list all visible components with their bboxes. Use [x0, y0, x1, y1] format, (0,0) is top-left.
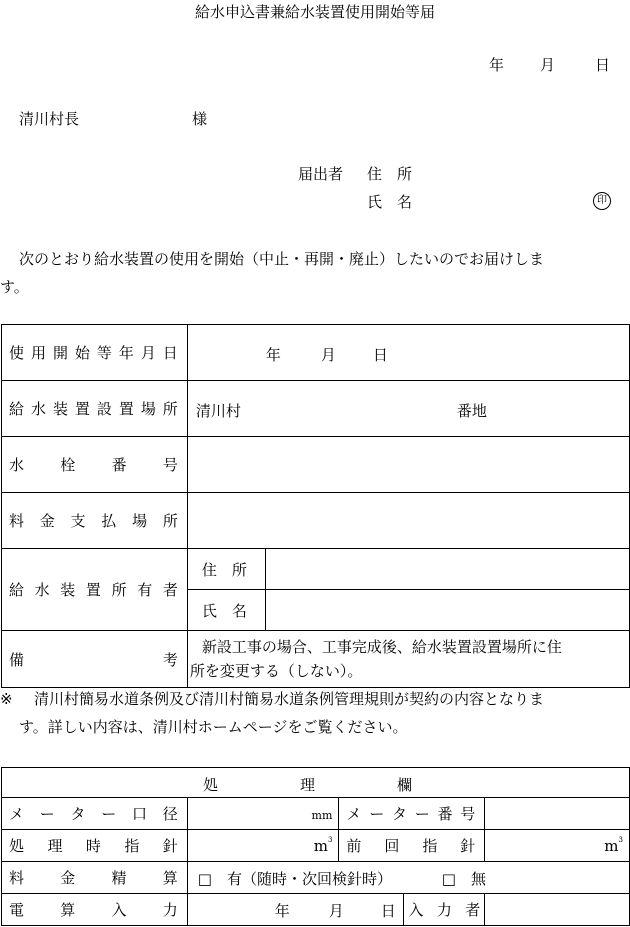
reading-label: 処 理 時 指 針 — [9, 837, 178, 855]
location-village: 清川村 — [195, 402, 241, 420]
prev-reading-label-cell — [339, 830, 485, 862]
start-date-year: 年 — [265, 346, 281, 364]
computer-input-date-cell[interactable] — [187, 894, 404, 926]
date-day: 日 — [595, 56, 611, 74]
processing-header-3: 欄 — [397, 776, 413, 794]
start-date-day: 日 — [372, 346, 388, 364]
note-line-1: 清川村簡易水道条例及び清川村簡易水道条例管理規則が契約の内容となりま — [34, 690, 545, 708]
addressee-honorific: 様 — [192, 110, 208, 128]
entered-by-label: 入 力 者 — [408, 901, 481, 919]
intro-line-2: す。 — [0, 278, 29, 296]
seal-mark — [593, 192, 611, 210]
hydrant-label: 水 栓 番 号 — [9, 456, 178, 474]
intro-paragraph — [0, 245, 630, 301]
owner-address-label: 住 所 — [201, 560, 247, 579]
owner-address-label-cell — [187, 549, 265, 590]
reading-label-cell — [2, 830, 188, 862]
processing-header-1: 処 — [203, 776, 219, 794]
computer-input-month: 月 — [328, 902, 344, 920]
addressee-name: 清川村長 — [19, 110, 80, 128]
hydrant-value-cell[interactable] — [187, 437, 629, 493]
computer-input-label: 電 算 入 力 — [9, 901, 178, 919]
meter-number-label-cell — [339, 798, 485, 830]
owner-name-label: 氏 名 — [201, 601, 247, 620]
remarks-line-1: 新設工事の場合、工事完成後、給水装置設置場所に住 — [201, 638, 562, 656]
computer-input-day: 日 — [380, 902, 396, 920]
hydrant-label-cell — [2, 437, 188, 493]
contract-note — [0, 685, 630, 741]
entered-by-label-cell — [404, 894, 485, 926]
owner-name-label-cell — [187, 590, 265, 631]
note-mark: ※ — [0, 690, 13, 708]
meter-number-value-cell[interactable] — [485, 798, 630, 830]
remarks-label-cell — [2, 631, 188, 688]
notifier-name-label: 氏 名 — [367, 193, 413, 211]
meter-caliber-value-cell[interactable] — [187, 798, 339, 830]
location-label: 給 水 装 置 設 置 場 所 — [9, 400, 178, 418]
remarks-label-left: 備 — [9, 650, 25, 669]
remarks-label-right: 考 — [162, 650, 178, 669]
prev-reading-unit: m — [604, 836, 619, 855]
processing-table — [1, 767, 630, 926]
intro-line-1: 次のとおり給水装置の使用を開始（中止・再開・廃止）したいのでお届けしま — [19, 250, 545, 268]
date-month: 月 — [540, 56, 556, 74]
remarks-value-cell — [187, 631, 629, 688]
owner-label: 給 水 装 置 所 有 者 — [9, 581, 178, 599]
payment-value-cell[interactable] — [187, 493, 629, 549]
remarks-line-2: 所を変更する（しない）。 — [189, 662, 363, 680]
note-line-2: す。詳しい内容は、清川村ホームページをご覧ください。 — [19, 718, 408, 736]
settlement-value-cell[interactable] — [187, 862, 629, 894]
reading-unit-sup: 3 — [327, 835, 333, 844]
reading-unit: m — [313, 836, 328, 855]
title-text: 給水申込書兼給水装置使用開始等届 — [194, 3, 435, 21]
settlement-yes-option[interactable]: □ 有（随時・次回検針時） — [197, 870, 392, 888]
meter-caliber-label-cell — [2, 798, 188, 830]
reading-value-cell[interactable] — [187, 830, 339, 862]
processing-header-cell — [2, 768, 630, 798]
payment-label: 料 金 支 払 場 所 — [9, 512, 178, 530]
payment-label-cell — [2, 493, 188, 549]
settlement-no-option[interactable]: □ 無 — [441, 870, 486, 888]
meter-caliber-label: メ ー タ ー 口 径 — [9, 805, 178, 823]
computer-input-label-cell — [2, 894, 188, 926]
location-value-cell[interactable] — [187, 381, 629, 437]
notifier-block — [0, 163, 630, 213]
page-title — [0, 1, 630, 22]
start-date-value-cell[interactable] — [187, 325, 629, 381]
location-banchi: 番地 — [456, 402, 487, 420]
owner-name-value-cell[interactable] — [265, 590, 629, 631]
notifier-label: 届出者 — [298, 165, 344, 183]
location-label-cell — [2, 381, 188, 437]
settlement-label: 料 金 精 算 — [9, 869, 178, 887]
owner-label-cell — [2, 549, 188, 631]
date-year: 年 — [489, 56, 505, 74]
owner-address-value-cell[interactable] — [265, 549, 629, 590]
notifier-address-label: 住 所 — [367, 165, 413, 183]
computer-input-year: 年 — [274, 902, 290, 920]
prev-reading-label: 前 回 指 針 — [346, 837, 476, 855]
application-form-table — [1, 324, 630, 688]
prev-reading-value-cell[interactable] — [485, 830, 630, 862]
processing-header-2: 理 — [300, 776, 316, 794]
settlement-label-cell — [2, 862, 188, 894]
start-date-label: 使 用 開 始 等 年 月 日 — [9, 344, 178, 362]
meter-number-label: メ ー タ ー 番 号 — [346, 805, 476, 823]
prev-reading-unit-sup: 3 — [618, 835, 623, 844]
seal-text: 印 — [597, 195, 607, 206]
meter-caliber-unit: mm — [311, 808, 333, 822]
start-date-label-cell — [2, 325, 188, 381]
remarks-label — [2, 649, 187, 670]
entered-by-value-cell[interactable] — [485, 894, 630, 926]
start-date-month: 月 — [320, 346, 336, 364]
